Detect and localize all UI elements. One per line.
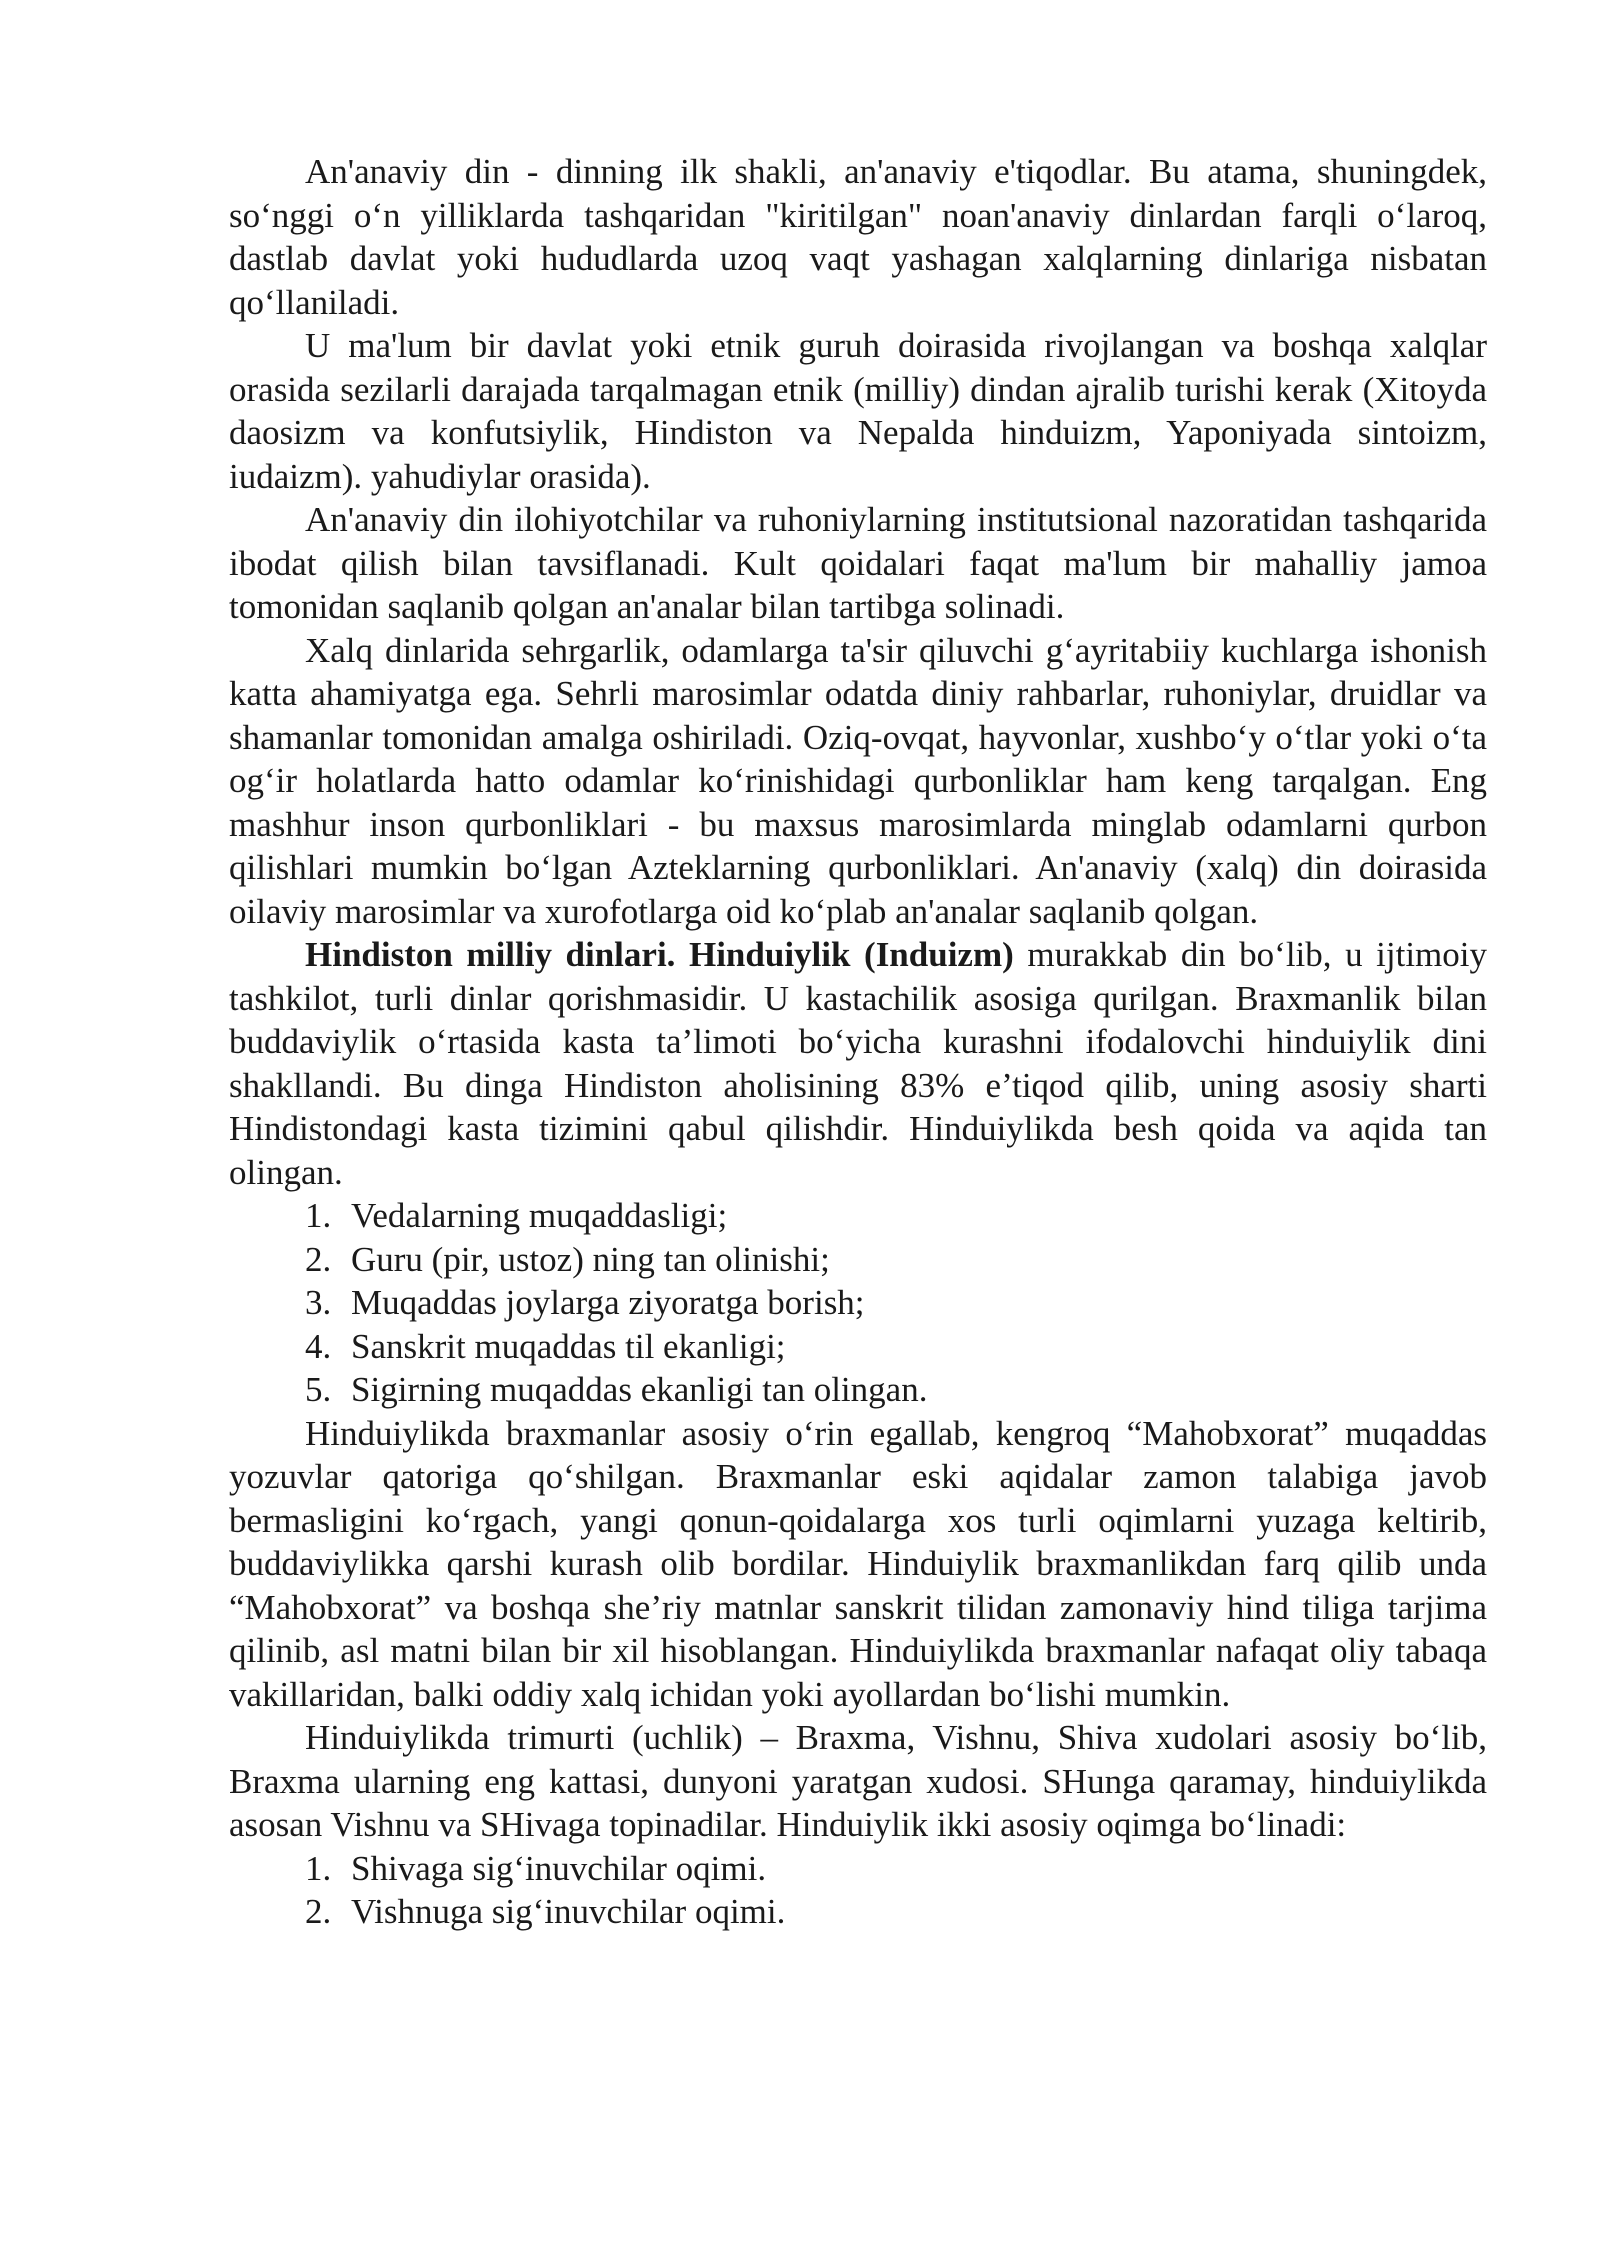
list-text: Vedalarning muqaddasligi;	[351, 1196, 728, 1235]
list-item	[229, 1194, 1487, 1238]
list-text: Vishnuga sig‘inuvchilar oqimi.	[351, 1892, 786, 1931]
paragraph-brahmins: Hinduiylikda braxmanlar asosiy o‘rin egallab, kengroq “Mahobxorat” muqaddas yozuvlar qatoriga qo‘shilgan. Braxmanlar eski aqidalar zamon talabiga javob bermasligini ko‘rgach, yangi qonun-qoidalarga xos turli oqimlarni yuzaga keltirib, buddaviylikka qarshi kurash olib bordilar. Hinduiylik braxmanlikdan farq qilib unda “Mahobxorat” va boshqa she’riy matnlar sanskrit tilidan zamonaviy hind tiliga tarjima qilinib, asl matni bilan bir xil hisoblangan. Hinduiylikda braxmanlar nafaqat oliy tabaqa vakillaridan, balki oddiy xalq ichidan yoki ayollardan bo‘lishi mumkin.	[229, 1413, 1487, 1714]
list-item	[229, 1281, 1487, 1325]
list-number: 1.	[305, 1196, 332, 1235]
list-item	[229, 1368, 1487, 1412]
list-text: Sigirning muqaddas ekanligi tan olingan.	[351, 1370, 928, 1409]
rules-list	[229, 1194, 1487, 1412]
streams-list	[229, 1847, 1487, 1934]
list-number: 4.	[305, 1326, 332, 1366]
paragraph-hinduism	[229, 933, 1487, 1194]
paragraph-traditional-religion: An'anaviy din - dinning ilk shakli, an'anaviy e'tiqodlar. Bu atama, shuningdek, so‘nggi o‘n yilliklarda tashqaridan "kiritilgan" noan'anaviy dinlardan farqli o‘laroq, dastlab davlat yoki hududlarda uzoq vaqt yashagan xalqlarning dinlariga nisbatan qo‘llaniladi.	[229, 152, 1487, 322]
list-item	[229, 1890, 1487, 1934]
list-text: Muqaddas joylarga ziyoratga borish;	[351, 1283, 865, 1322]
list-item	[229, 1325, 1487, 1369]
list-number: 2.	[305, 1892, 332, 1931]
paragraph-worship: An'anaviy din ilohiyotchilar va ruhoniylarning institutsional nazoratidan tashqarida ibodat qilish bilan tavsiflanadi. Kult qoidalari faqat ma'lum bir mahalliy jamoa tomonidan saqlanib qolgan an'analar bilan tartibga solinadi.	[229, 500, 1487, 626]
list-number: 1.	[305, 1848, 332, 1888]
list-number: 3.	[305, 1283, 332, 1322]
hinduism-text: murakkab din bo‘lib, u ijtimoiy tashkilot, turli dinlar qorishmasidir. U kastachilik asosiga qurilgan. Braxmanlik bilan buddaviylik o‘rtasida kasta ta’limoti bo‘yicha kurashni ifodalovchi hinduiylik dini shakllandi. Bu dinga Hindiston aholisining 83% e’tiqod qilib, uning asosiy sharti Hindistondagi kasta tizimini qabul qilishdir. Hinduiylikda besh qoida va aqida tan olingan.	[229, 935, 1487, 1192]
list-number: 5.	[305, 1370, 332, 1409]
list-text: Shivaga sig‘inuvchilar oqimi.	[351, 1848, 767, 1888]
paragraph-folk-religions: Xalq dinlarida sehrgarlik, odamlarga ta'sir qiluvchi g‘ayritabiiy kuchlarga ishonish katta ahamiyatga ega. Sehrli marosimlar odatda diniy rahbarlar, ruhoniylar, druidlar va shamanlar tomonidan amalga oshiriladi. Oziq-ovqat, hayvonlar, xushbo‘y o‘tlar yoki o‘ta og‘ir holatlarda hatto odamlar ko‘rinishidagi qurbonliklar ham keng tarqalgan. Eng mashhur inson qurbonliklari - bu maxsus marosimlarda minglab odamlarni qurbon qilishlari mumkin bo‘lgan Azteklarning qurbonliklari. An'anaviy (xalq) din doirasida oilaviy marosimlar va xurofotlarga oid ko‘plab an'analar saqlanib qolgan.	[229, 630, 1487, 931]
list-item	[229, 1847, 1487, 1891]
list-text: Sanskrit muqaddas til ekanligi;	[351, 1326, 786, 1366]
hinduism-heading: Hindiston milliy dinlari. Hinduiylik (Induizm)	[305, 935, 1014, 974]
paragraph-ethnic-religion: U ma'lum bir davlat yoki etnik guruh doirasida rivojlangan va boshqa xalqlar orasida sezilarli darajada tarqalmagan etnik (milliy) dindan ajralib turishi kerak (Xitoyda daosizm va konfutsiylik, Hindiston va Nepalda hinduizm, Yaponiyada sintoizm, iudaizm). yahudiylar orasida).	[229, 326, 1487, 496]
list-item	[229, 1238, 1487, 1282]
document-page	[229, 150, 1487, 1934]
list-number: 2.	[305, 1239, 332, 1279]
paragraph-trimurti: Hinduiylikda trimurti (uchlik) – Braxma, Vishnu, Shiva xudolari asosiy bo‘lib, Braxma ularning eng kattasi, dunyoni yaratgan xudosi. SHunga qaramay, hinduiylikda asosan Vishnu va SHivaga topinadilar. Hinduiylik ikki asosiy oqimga bo‘linadi:	[229, 1718, 1487, 1844]
list-text: Guru (pir, ustoz) ning tan olinishi;	[351, 1239, 830, 1279]
